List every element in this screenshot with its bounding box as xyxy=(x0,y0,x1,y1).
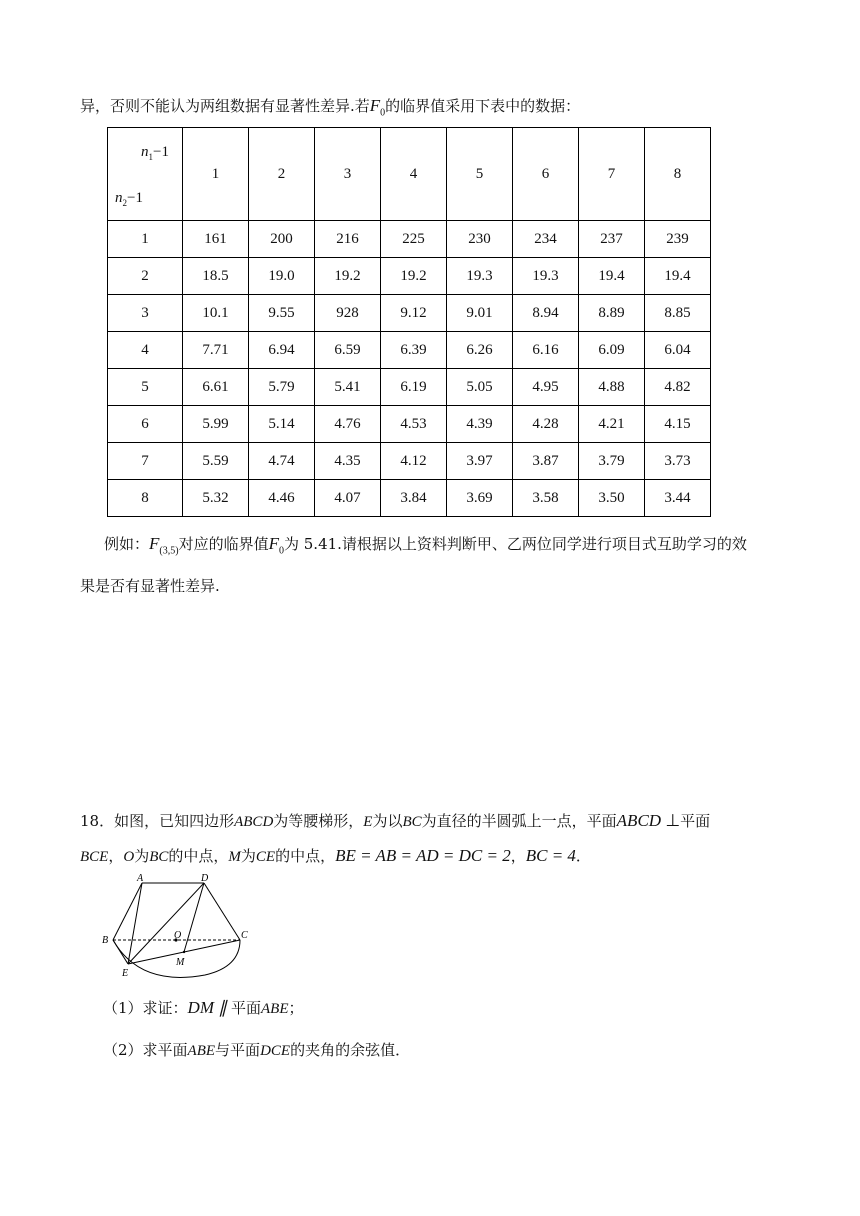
question-number: 18． xyxy=(80,812,115,830)
segment-dc xyxy=(204,883,240,940)
column-header: 3 xyxy=(315,128,381,221)
table-cell: 230 xyxy=(447,221,513,258)
column-header: 4 xyxy=(381,128,447,221)
table-cell: 4.07 xyxy=(315,480,381,517)
table-cell: 6.61 xyxy=(183,369,249,406)
equation-lengths: BE = AB = AD = DC = 2 xyxy=(335,846,511,865)
table-row xyxy=(108,258,711,295)
table-cell: 4.53 xyxy=(381,406,447,443)
row-label: 4 xyxy=(108,332,183,369)
table-cell: 4.76 xyxy=(315,406,381,443)
table-cell: 4.88 xyxy=(579,369,645,406)
table-cell: 3.69 xyxy=(447,480,513,517)
point-m xyxy=(183,951,185,953)
table-cell: 5.59 xyxy=(183,443,249,480)
label-c: C xyxy=(241,930,248,941)
table-cell: 8.85 xyxy=(645,295,711,332)
table-cell: 3.73 xyxy=(645,443,711,480)
table-cell: 5.41 xyxy=(315,369,381,406)
column-header: 8 xyxy=(645,128,711,221)
table-cell: 237 xyxy=(579,221,645,258)
plane-abcd-math: ABCD ⊥ xyxy=(616,811,681,830)
table-cell: 8.89 xyxy=(579,295,645,332)
column-header: 1 xyxy=(183,128,249,221)
row-label: 7 xyxy=(108,443,183,480)
table-row xyxy=(108,406,711,443)
table-cell: 6.26 xyxy=(447,332,513,369)
row-label: 5 xyxy=(108,369,183,406)
table-cell: 4.35 xyxy=(315,443,381,480)
column-header: 7 xyxy=(579,128,645,221)
table-cell: 6.16 xyxy=(513,332,579,369)
table-row xyxy=(108,443,711,480)
table-cell: 5.32 xyxy=(183,480,249,517)
q18-line-1: 18．如图，已知四边形ABCD为等腰梯形，E为以BC为直径的半圆弧上一点，平面ABCD ⊥平面 xyxy=(80,811,711,830)
table-cell: 4.12 xyxy=(381,443,447,480)
table-cell: 225 xyxy=(381,221,447,258)
table-cell: 3.58 xyxy=(513,480,579,517)
table-cell: 928 xyxy=(315,295,381,332)
table-cell: 4.95 xyxy=(513,369,579,406)
table-cell: 10.1 xyxy=(183,295,249,332)
equation-bc: BC = 4 xyxy=(525,846,576,865)
column-header: 5 xyxy=(447,128,513,221)
table-cell: 4.15 xyxy=(645,406,711,443)
label-b: B xyxy=(102,935,109,946)
table-corner-cell xyxy=(108,128,183,221)
f0-symbol-2: $F_0$ xyxy=(268,534,284,557)
table-cell: 9.01 xyxy=(447,295,513,332)
table-row xyxy=(108,480,711,517)
f35-symbol: $F_{(3,5)}$ xyxy=(149,534,179,557)
row-label: 3 xyxy=(108,295,183,332)
table-cell: 4.28 xyxy=(513,406,579,443)
table-cell: 19.0 xyxy=(249,258,315,295)
table-cell: 9.12 xyxy=(381,295,447,332)
table-cell: 6.39 xyxy=(381,332,447,369)
table-cell: 4.82 xyxy=(645,369,711,406)
table-cell: 5.79 xyxy=(249,369,315,406)
table-cell: 19.3 xyxy=(447,258,513,295)
table-cell: 4.21 xyxy=(579,406,645,443)
dm-parallel-math: DM ∥ xyxy=(187,998,231,1017)
table-cell: 19.3 xyxy=(513,258,579,295)
table-cell: 3.79 xyxy=(579,443,645,480)
q18-sub-2: （2）求平面ABE与平面DCE的夹角的余弦值． xyxy=(103,1041,411,1059)
q18-line-2: BCE，O为BC的中点，M为CE的中点，BE = AB = AD = DC = 2，BC = 4． xyxy=(80,846,591,865)
column-header: 6 xyxy=(513,128,579,221)
table-cell: 4.74 xyxy=(249,443,315,480)
table-cell: 19.4 xyxy=(645,258,711,295)
table-row xyxy=(108,369,711,406)
q18-sub-1: （1）求证：DM ∥ 平面ABE； xyxy=(103,998,304,1017)
table-cell: 4.46 xyxy=(249,480,315,517)
label-o: O xyxy=(174,930,182,941)
table-row xyxy=(108,332,711,369)
f0-symbol: $F_0$ xyxy=(369,96,386,119)
segment-be xyxy=(113,940,128,964)
corner-n1: $n_1-1$ xyxy=(141,144,169,162)
example-line-2: 果是否有显著性差异. xyxy=(80,577,220,595)
table-cell: 7.71 xyxy=(183,332,249,369)
table-cell: 3.50 xyxy=(579,480,645,517)
intro-line xyxy=(80,96,780,123)
table-cell: 3.97 xyxy=(447,443,513,480)
geometry-figure xyxy=(100,872,250,982)
table-cell: 19.2 xyxy=(315,258,381,295)
label-m: M xyxy=(176,957,185,968)
label-e: E xyxy=(122,968,129,979)
table-cell: 3.44 xyxy=(645,480,711,517)
segment-ba xyxy=(113,883,142,940)
row-label: 1 xyxy=(108,221,183,258)
table-cell: 239 xyxy=(645,221,711,258)
table-row xyxy=(108,221,711,258)
table-cell: 6.09 xyxy=(579,332,645,369)
example-line-1: 例如：$F_{(3,5)}$对应的临界值$F_0$为 5.41.请根据以上资料判断甲、乙两位同学进行项目式互助学习的效 xyxy=(104,534,747,557)
table-cell: 200 xyxy=(249,221,315,258)
label-a: A xyxy=(137,873,144,884)
table-row xyxy=(108,295,711,332)
table-cell: 234 xyxy=(513,221,579,258)
row-label: 8 xyxy=(108,480,183,517)
label-d: D xyxy=(201,873,209,884)
column-header: 2 xyxy=(249,128,315,221)
table-cell: 161 xyxy=(183,221,249,258)
table-cell: 5.05 xyxy=(447,369,513,406)
table-cell: 6.19 xyxy=(381,369,447,406)
intro-text: 异，否则不能认为两组数据有显著性差异.若 xyxy=(80,97,370,115)
table-cell: 4.39 xyxy=(447,406,513,443)
table-cell: 3.87 xyxy=(513,443,579,480)
row-label: 6 xyxy=(108,406,183,443)
table-header-row xyxy=(108,128,711,221)
intro-text-2: 的临界值采用下表中的数据： xyxy=(385,97,581,115)
table-cell: 19.2 xyxy=(381,258,447,295)
row-label: 2 xyxy=(108,258,183,295)
table-cell: 6.94 xyxy=(249,332,315,369)
corner-n2: $n_2-1$ xyxy=(115,190,143,208)
critical-value-table xyxy=(107,127,711,517)
table-cell: 18.5 xyxy=(183,258,249,295)
table-cell: 19.4 xyxy=(579,258,645,295)
table-cell: 3.84 xyxy=(381,480,447,517)
table-cell: 5.99 xyxy=(183,406,249,443)
table-cell: 5.14 xyxy=(249,406,315,443)
table-cell: 9.55 xyxy=(249,295,315,332)
table-cell: 8.94 xyxy=(513,295,579,332)
table-cell: 6.04 xyxy=(645,332,711,369)
table-cell: 6.59 xyxy=(315,332,381,369)
table-cell: 216 xyxy=(315,221,381,258)
